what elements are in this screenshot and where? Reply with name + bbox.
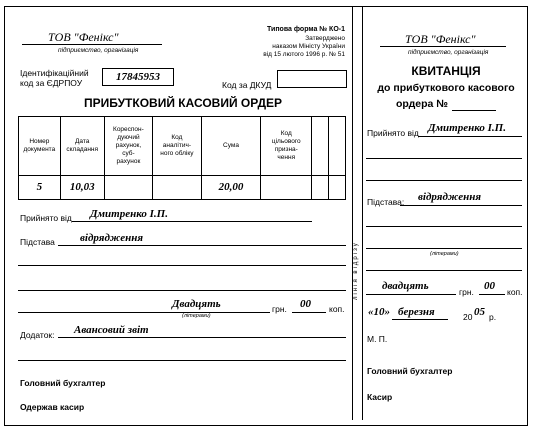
receipt-line-5 bbox=[366, 248, 522, 249]
receipt-chief-accountant: Головний бухгалтер bbox=[367, 366, 453, 376]
cell-analytic-code bbox=[153, 175, 201, 199]
receipt-basis-line bbox=[400, 205, 522, 206]
received-label: Прийнято від bbox=[20, 213, 72, 223]
order-company: ТОВ "Фенікс" bbox=[48, 30, 119, 44]
basis-line bbox=[58, 245, 346, 246]
id-label: Ідентифікаційний код за ЄДРПОУ bbox=[20, 68, 89, 88]
col-doc-number: Номер документа bbox=[19, 117, 61, 176]
kop-line bbox=[292, 312, 326, 313]
receipt-amount-line bbox=[366, 294, 456, 295]
attachment-label: Додаток: bbox=[20, 330, 55, 340]
receipt-year-prefix: 20 bbox=[463, 312, 473, 322]
basis-line-3 bbox=[18, 290, 346, 291]
kop-label: коп. bbox=[329, 304, 345, 314]
receipt-title-1: КВИТАНЦІЯ bbox=[411, 64, 481, 78]
receipt-received-label: Прийнято від bbox=[367, 128, 419, 138]
cut-line-label: лінія відрізу bbox=[353, 241, 359, 300]
table-row bbox=[19, 175, 346, 199]
amount-words-caption: (літерами) bbox=[182, 313, 211, 319]
col-sum: Сума bbox=[201, 117, 261, 176]
form-title: Типова форма № КО-1 bbox=[267, 26, 345, 33]
receipt-cashier: Касир bbox=[367, 392, 393, 402]
col-purpose-code: Код цільового призна- чення bbox=[261, 117, 312, 176]
receipt-amount-words: двадцять bbox=[382, 280, 429, 292]
receipt-year-suffix: 05 bbox=[474, 306, 485, 318]
receipt-line-3 bbox=[366, 180, 522, 181]
receipt-received-value: Дмитренко І.П. bbox=[428, 122, 506, 134]
receipt-uah-label: грн. bbox=[459, 287, 474, 297]
chief-accountant-label: Головний бухгалтер bbox=[20, 378, 106, 388]
receipt-month: березня bbox=[398, 306, 435, 318]
receipt-words-caption: (літерами) bbox=[430, 251, 459, 257]
receipt-kop-value: 00 bbox=[484, 280, 495, 292]
col-account: Кореспон- дуючий рахунок, суб- рахунок bbox=[104, 117, 152, 176]
basis-value: відрядження bbox=[80, 232, 143, 244]
col-date: Дата складання bbox=[60, 117, 104, 176]
col-extra-1 bbox=[312, 117, 329, 176]
dkud-label: Код за ДКУД bbox=[222, 80, 272, 90]
col-extra-2 bbox=[329, 117, 346, 176]
basis-line-2 bbox=[18, 265, 346, 266]
amount-words-line bbox=[18, 312, 270, 313]
cell-doc-number: 5 bbox=[19, 175, 61, 199]
cashier-label: Одержав касир bbox=[20, 402, 85, 412]
basis-label: Підстава bbox=[20, 237, 55, 247]
receipt-number-line bbox=[452, 110, 496, 111]
receipt-kop-line bbox=[479, 294, 505, 295]
cell-sum: 20,00 bbox=[201, 175, 261, 199]
order-company-line bbox=[22, 44, 162, 45]
received-value: Дмитренко І.П. bbox=[90, 208, 168, 220]
receipt-company-line bbox=[380, 46, 506, 47]
order-company-caption: підприємство, організація bbox=[58, 47, 139, 54]
receipt-year-r: р. bbox=[489, 312, 497, 322]
order-title: ПРИБУТКОВИЙ КАСОВИЙ ОРДЕР bbox=[84, 96, 283, 110]
order-table bbox=[18, 116, 346, 200]
receipt-company-caption: підприємство, організація bbox=[408, 49, 489, 56]
receipt-basis-value: відрядження bbox=[418, 191, 481, 203]
amount-words: Двадцять bbox=[172, 298, 221, 310]
receipt-title-2: до прибуткового касового bbox=[377, 82, 515, 94]
cell-extra-1 bbox=[312, 175, 329, 199]
receipt-day: «10» bbox=[368, 306, 390, 318]
kop-value: 00 bbox=[300, 298, 311, 310]
dkud-box bbox=[277, 70, 347, 88]
cell-date: 10,03 bbox=[60, 175, 104, 199]
form-date: від 15 лютого 1996 р. № 51 bbox=[263, 51, 345, 58]
form-order: наказом Міністу України bbox=[272, 43, 345, 50]
receipt-basis-label: Підстава: bbox=[367, 197, 405, 207]
col-analytic-code: Код аналітич- ного обліку bbox=[153, 117, 201, 176]
attachment-line-2 bbox=[18, 360, 346, 361]
receipt-kop-label: коп. bbox=[507, 287, 523, 297]
cell-purpose-code bbox=[261, 175, 312, 199]
cell-account bbox=[104, 175, 152, 199]
receipt-title-3: ордера № bbox=[396, 98, 448, 110]
receipt-line-2 bbox=[366, 158, 522, 159]
id-code-box: 17845953 bbox=[102, 68, 174, 86]
attachment-line bbox=[58, 337, 346, 338]
cell-extra-2 bbox=[329, 175, 346, 199]
receipt-mp: М. П. bbox=[367, 334, 388, 344]
uah-label: грн. bbox=[272, 304, 287, 314]
attachment-value: Авансовий звіт bbox=[74, 324, 149, 336]
receipt-month-line bbox=[392, 319, 448, 320]
form-approved: Затверджено bbox=[305, 35, 345, 42]
received-line bbox=[72, 221, 312, 222]
receipt-line-4 bbox=[366, 226, 522, 227]
receipt-company: ТОВ "Фенікс" bbox=[405, 32, 476, 46]
receipt-line-6 bbox=[366, 270, 522, 271]
divider-line-right bbox=[362, 6, 363, 420]
receipt-received-line bbox=[418, 136, 522, 137]
